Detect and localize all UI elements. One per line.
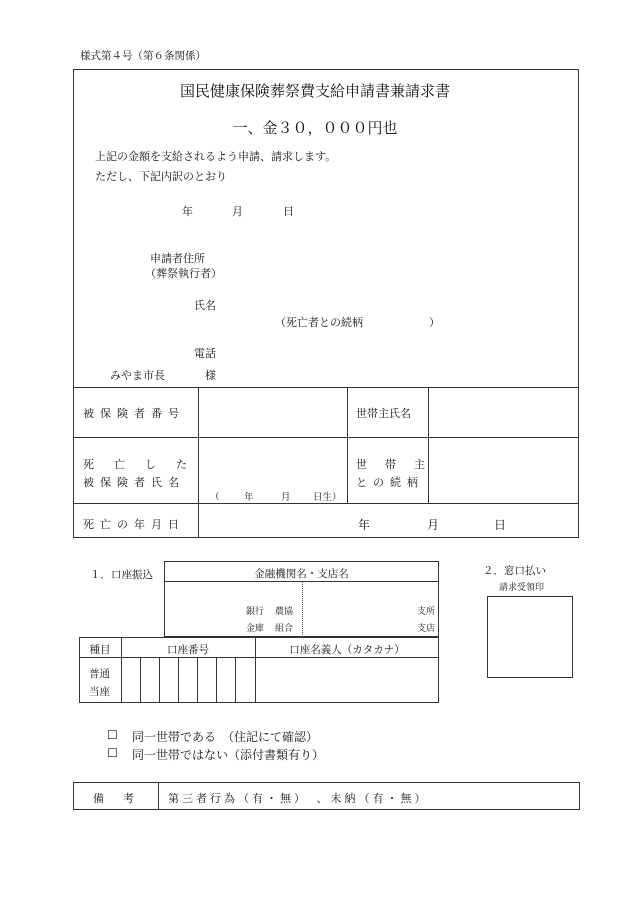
account-digit-cell — [178, 657, 179, 703]
death-year-label: 年 — [358, 518, 371, 532]
applicant-address-label: 申請者住所 — [150, 252, 205, 265]
table-divider — [428, 387, 429, 503]
shinkin-label: 金庫 — [246, 624, 265, 634]
deceased-name-label-1: 死亡した — [83, 458, 207, 471]
union-label: 組合 — [275, 624, 294, 634]
household-head-name-label: 世帯主氏名 — [356, 407, 411, 420]
receipt-stamp-label: 請求受領印 — [499, 583, 545, 593]
account-digit-cell — [235, 657, 236, 703]
birth-year-label: 年 — [244, 492, 254, 503]
remarks-content: 第三者行為（有・無） 、未納（有・無） — [168, 792, 429, 805]
account-number-header: 口座番号 — [167, 644, 209, 656]
remarks-label: 備 考 — [93, 792, 138, 805]
receipt-stamp-box — [487, 596, 573, 678]
table-rule — [73, 437, 579, 438]
form-number: 様式第４号（第６条関係） — [80, 50, 206, 62]
deceased-name-label-2: 被保険者氏名 — [83, 476, 185, 489]
applicant-name-label: 氏名 — [194, 299, 216, 312]
death-date-label: 死亡の年月日 — [83, 518, 185, 531]
table-rule — [73, 503, 579, 504]
institution-header: 金融機関名・支店名 — [254, 568, 349, 580]
account-digit-cell — [140, 657, 141, 703]
bank-transfer-label: １．口座振込 — [90, 569, 153, 581]
applicant-phone-label: 電話 — [194, 347, 216, 360]
branch-office-label: 支所 — [417, 607, 436, 617]
account-digit-cell — [159, 657, 160, 703]
addressee: みやま市長 — [110, 369, 165, 382]
table-divider — [347, 387, 348, 503]
agri-coop-label: 農協 — [275, 607, 294, 617]
applicant-address-sublabel: （葬祭執行者） — [145, 267, 222, 280]
intro-text-2: ただし、下記内訳のとおり — [95, 170, 227, 183]
birth-month-label: 月 — [281, 492, 291, 503]
birth-day-label: 日生） — [313, 492, 342, 503]
relation-label-2: との続柄 — [356, 476, 424, 489]
remarks-divider — [158, 782, 159, 810]
account-type-regular: 普通 — [89, 668, 110, 680]
relation-to-deceased: （死亡者との続柄 ） — [275, 316, 440, 329]
table-rule — [73, 387, 579, 388]
birth-open-paren: （ — [210, 492, 220, 503]
intro-text-1: 上記の金額を支給されるよう申請、請求します。 — [95, 150, 337, 163]
institution-divider — [302, 581, 303, 637]
account-type-current: 当座 — [89, 686, 110, 698]
account-holder-header: 口座名義人（カタカナ） — [289, 644, 405, 656]
account-digit-cell — [197, 657, 198, 703]
same-household-checkbox[interactable]: ☐ — [107, 728, 118, 742]
branch-store-label: 支店 — [417, 624, 436, 634]
different-household-checkbox[interactable]: ☐ — [107, 746, 118, 760]
death-day-label: 日 — [494, 518, 507, 532]
account-type-header: 種目 — [89, 644, 111, 656]
different-household-label: 同一世帯ではない（添付書類有り） — [132, 748, 325, 762]
date-year-label: 年 — [182, 205, 193, 218]
death-month-label: 月 — [427, 518, 440, 532]
window-payment-label: ２．窓口払い — [483, 565, 546, 577]
insured-number-label: 被保険者番号 — [83, 407, 185, 420]
account-digit-cell — [216, 657, 217, 703]
bank-type-label: 銀行 — [246, 607, 265, 617]
relation-label-1: 世帯主 — [356, 458, 443, 471]
date-day-label: 日 — [283, 205, 294, 218]
same-household-label: 同一世帯である （住記にて確認） — [132, 730, 319, 744]
date-month-label: 月 — [232, 205, 243, 218]
form-title: 国民健康保険葬祭費支給申請書兼請求書 — [179, 82, 450, 100]
account-header-rule — [79, 657, 439, 658]
amount-line: 一、金３０，０００円也 — [232, 119, 398, 137]
honorific: 様 — [205, 369, 216, 382]
